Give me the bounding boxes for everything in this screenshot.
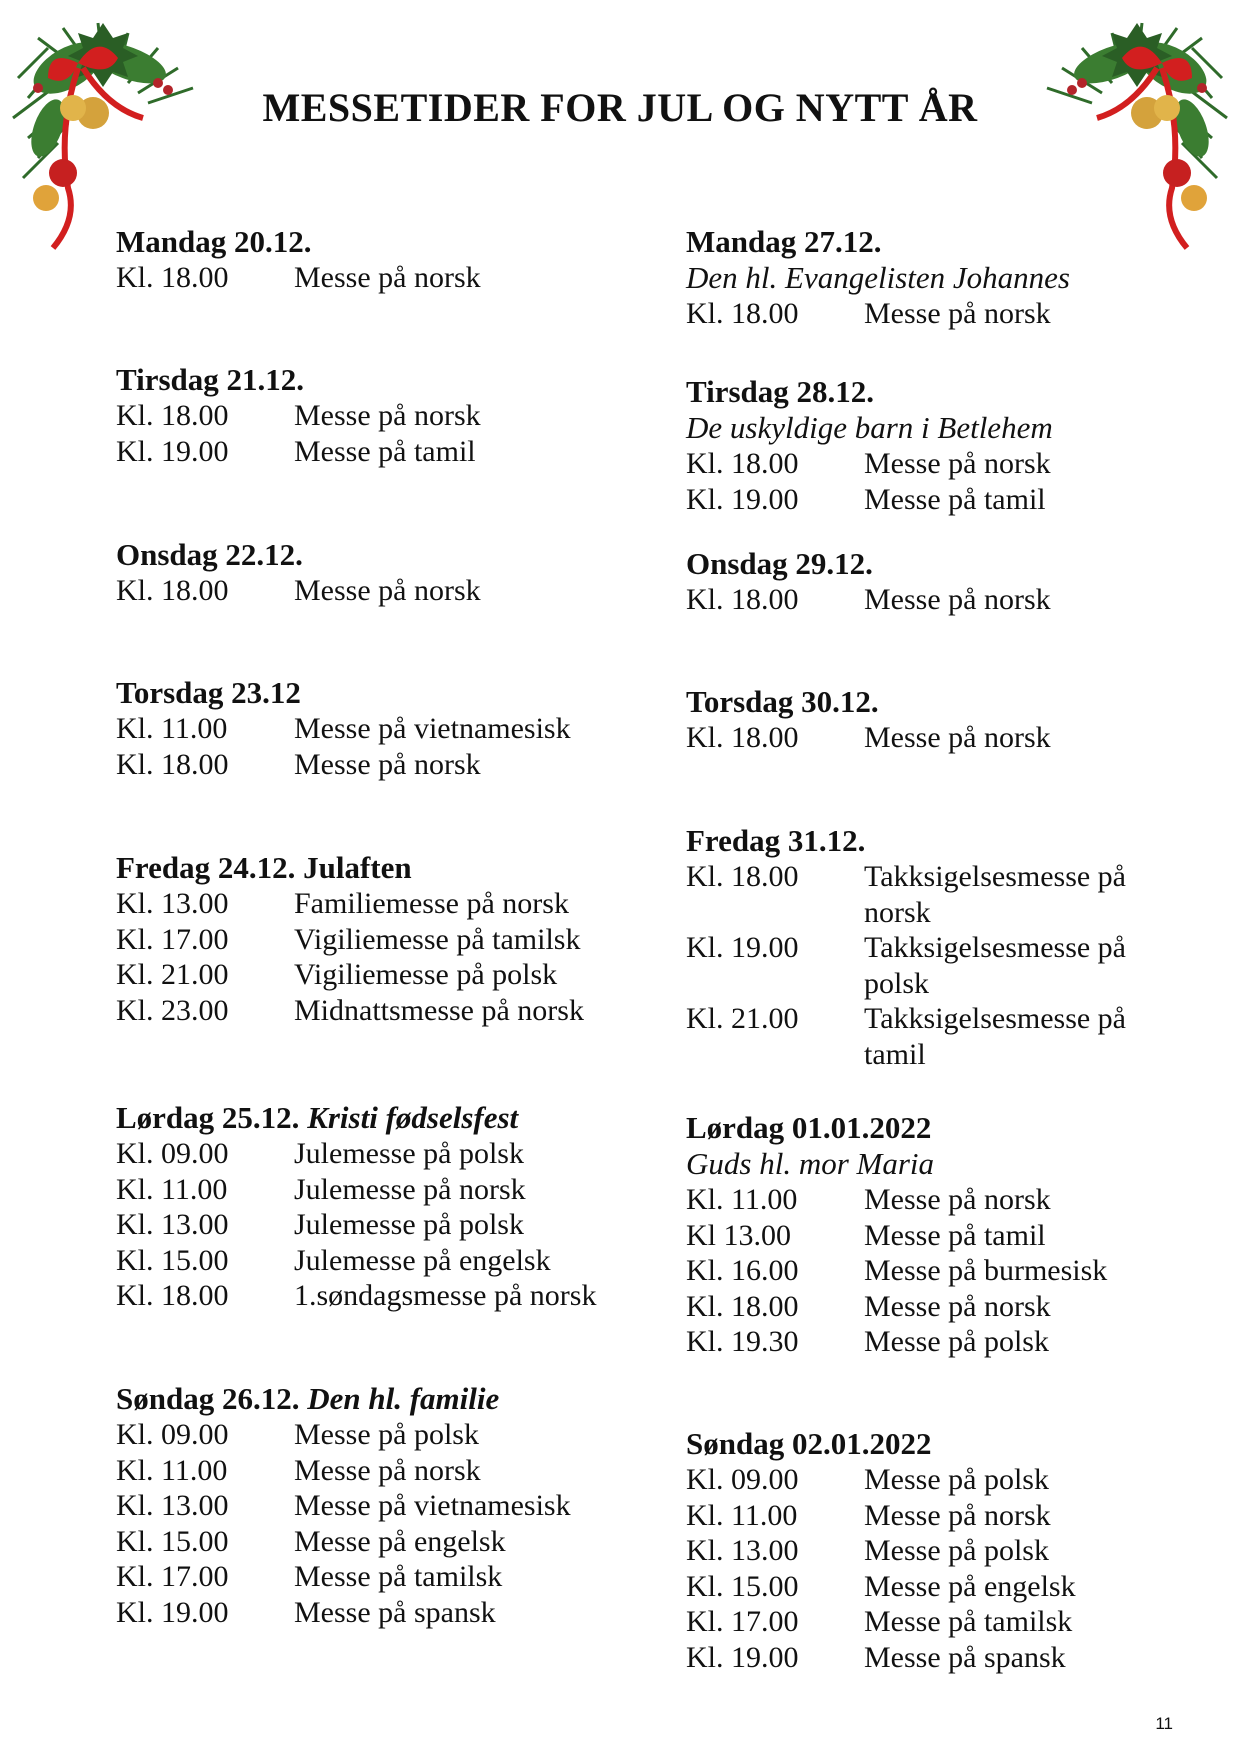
mass-entry: [116, 1524, 636, 1560]
mass-description: Messe på tamil: [294, 434, 476, 468]
mass-description: Messe på norsk: [294, 399, 481, 432]
mass-entry: [686, 296, 1156, 332]
day-heading: [116, 1381, 636, 1417]
day-date: Mandag 27.12.: [686, 224, 882, 259]
mass-description: Julemesse på norsk: [294, 1172, 526, 1206]
feast-name: Den hl. familie: [307, 1381, 500, 1416]
day-block: [116, 1100, 636, 1314]
day-heading: [686, 546, 1156, 582]
mass-time: Kl. 17.00: [116, 1560, 229, 1593]
day-date: Lørdag 25.12.: [116, 1100, 308, 1135]
day-heading: [686, 374, 1156, 410]
day-date: Søndag 26.12.: [116, 1381, 308, 1416]
day-heading: [116, 675, 636, 711]
mass-time: Kl. 09.00: [116, 1137, 229, 1170]
mass-description: Messe på norsk: [294, 261, 481, 294]
mass-description: Messe på burmesisk: [864, 1254, 1108, 1287]
mass-entry: [686, 859, 1156, 930]
day-date: Torsdag 30.12.: [686, 684, 879, 719]
mass-description: Takksigelsesmesse på polsk: [864, 931, 1127, 1000]
mass-description: Vigiliemesse på tamilsk: [294, 922, 581, 956]
day-heading: [116, 850, 636, 886]
mass-entry: [116, 398, 636, 434]
mass-entry: [116, 993, 636, 1029]
day-date: Tirsdag 28.12.: [686, 374, 875, 409]
day-block: [686, 546, 1156, 618]
day-heading: [686, 684, 1156, 720]
mass-entry: [116, 1559, 636, 1595]
mass-time: Kl. 11.00: [116, 712, 228, 745]
page-title: MESSETIDER FOR JUL OG NYTT ÅR: [262, 85, 978, 130]
day-date: Lørdag 01.01.2022: [686, 1110, 932, 1145]
mass-description: Messe på norsk: [294, 747, 481, 781]
mass-entry: [686, 582, 1156, 618]
day-heading: [116, 537, 636, 573]
mass-entry: [116, 1595, 636, 1631]
mass-time: Kl. 19.00: [686, 482, 799, 516]
mass-description: Messe på polsk: [294, 1418, 479, 1451]
mass-entry: [116, 573, 636, 609]
day-block: [686, 1110, 1156, 1360]
mass-time: Kl. 11.00: [116, 1453, 228, 1487]
mass-entry: [686, 482, 1156, 518]
mass-time: Kl. 11.00: [116, 1172, 228, 1206]
mass-description: Takksigelsesmesse på norsk: [864, 860, 1127, 929]
mass-time: Kl. 15.00: [686, 1569, 799, 1603]
mass-description: Messe på vietnamesisk: [294, 1489, 571, 1522]
mass-time: Kl. 11.00: [686, 1498, 798, 1532]
day-date: Søndag 02.01.2022: [686, 1426, 932, 1461]
day-block: [116, 362, 636, 469]
mass-time: Kl. 11.00: [686, 1183, 798, 1216]
mass-description: Julemesse på polsk: [294, 1137, 524, 1170]
mass-description: Messe på tamilsk: [864, 1605, 1073, 1638]
mass-time: Kl. 18.00: [116, 747, 229, 781]
mass-description: Messe på engelsk: [864, 1569, 1076, 1603]
mass-time: Kl. 15.00: [116, 1243, 229, 1277]
day-block: [686, 823, 1156, 1072]
mass-entry: [686, 1218, 1156, 1254]
feast-name: Kristi fødselsfest: [307, 1100, 519, 1135]
mass-entry: [116, 711, 636, 747]
mass-description: Midnattsmesse på norsk: [294, 993, 584, 1027]
mass-description: Messe på tamil: [864, 1218, 1046, 1252]
mass-time: Kl. 18.00: [116, 261, 229, 294]
mass-description: Messe på norsk: [294, 574, 481, 607]
feast-subtitle: Den hl. Evangelisten Johannes: [686, 260, 1070, 295]
mass-description: Takksigelsesmesse på tamil: [864, 1002, 1127, 1071]
day-heading: [686, 1426, 1156, 1462]
mass-entry: [116, 1136, 636, 1172]
mass-entry: [116, 1417, 636, 1453]
mass-entry: [116, 434, 636, 470]
mass-description: Messe på spansk: [294, 1595, 496, 1629]
mass-description: Vigiliemesse på polsk: [294, 958, 558, 991]
mass-description: Familiemesse på norsk: [294, 887, 569, 920]
day-block: [686, 374, 1156, 517]
day-block: [686, 684, 1156, 756]
mass-time: Kl. 19.00: [116, 1595, 229, 1629]
mass-description: Julemesse på polsk: [294, 1208, 524, 1241]
mass-time: Kl. 23.00: [116, 993, 229, 1027]
mass-description: Messe på norsk: [864, 297, 1051, 330]
mass-time: Kl 13.00: [686, 1218, 791, 1252]
mass-time: Kl. 13.00: [116, 1489, 229, 1522]
mass-entry: [686, 1001, 1156, 1072]
mass-entry: [686, 720, 1156, 756]
day-heading: [686, 823, 1156, 859]
mass-entry: [116, 1243, 636, 1279]
mass-description: Messe på tamil: [864, 482, 1046, 516]
day-block: [116, 850, 636, 1028]
mass-entry: [116, 260, 636, 296]
day-date: Mandag 20.12.: [116, 224, 312, 259]
mass-time: Kl. 18.00: [116, 574, 229, 607]
day-heading: [116, 362, 636, 398]
mass-time: Kl. 19.30: [686, 1325, 799, 1358]
mass-entry: [686, 446, 1156, 482]
day-block: [116, 537, 636, 609]
day-date: Onsdag 22.12.: [116, 537, 303, 572]
feast-subtitle: De uskyldige barn i Betlehem: [686, 410, 1053, 445]
mass-entry: [116, 1488, 636, 1524]
mass-description: Messe på norsk: [864, 1289, 1051, 1323]
mass-time: Kl. 18.00: [686, 447, 799, 480]
mass-time: Kl. 18.00: [686, 583, 799, 616]
mass-time: Kl. 19.00: [116, 434, 229, 468]
mass-description: Julemesse på engelsk: [294, 1243, 551, 1277]
mass-entry: [116, 886, 636, 922]
day-date: Onsdag 29.12.: [686, 546, 873, 581]
mass-entry: [686, 1533, 1156, 1569]
mass-entry: [686, 1324, 1156, 1360]
mass-time: Kl. 16.00: [686, 1254, 799, 1287]
mass-entry: [116, 1453, 636, 1489]
mass-time: Kl. 18.00: [686, 721, 799, 754]
mass-time: Kl. 17.00: [686, 1605, 799, 1638]
mass-entry: [116, 1172, 636, 1208]
mass-description: Messe på spansk: [864, 1640, 1066, 1674]
mass-description: 1.søndagsmesse på norsk: [294, 1279, 597, 1312]
mass-entry: [116, 1207, 636, 1243]
day-block: [686, 224, 1156, 332]
day-block: [116, 1381, 636, 1630]
mass-time: Kl. 19.00: [686, 931, 799, 964]
mass-description: Messe på vietnamesisk: [294, 712, 571, 745]
mass-entry: [116, 1278, 636, 1314]
day-block: [686, 1426, 1156, 1675]
mass-time: Kl. 13.00: [116, 1208, 229, 1241]
mass-time: Kl. 21.00: [116, 958, 229, 991]
mass-description: Messe på norsk: [864, 1183, 1051, 1216]
mass-entry: [686, 1182, 1156, 1218]
mass-entry: [116, 747, 636, 783]
mass-entry: [686, 1462, 1156, 1498]
mass-entry: [686, 1569, 1156, 1605]
mass-description: Messe på polsk: [864, 1463, 1049, 1496]
mass-description: Messe på norsk: [864, 721, 1051, 754]
day-block: [116, 675, 636, 782]
mass-time: Kl. 18.00: [116, 399, 229, 432]
feast-subtitle: Guds hl. mor Maria: [686, 1146, 935, 1181]
mass-time: Kl. 18.00: [686, 860, 799, 893]
day-date: Fredag 31.12.: [686, 823, 866, 858]
mass-description: Messe på engelsk: [294, 1524, 506, 1558]
mass-entry: [686, 1604, 1156, 1640]
mass-time: Kl. 09.00: [116, 1418, 229, 1451]
mass-entry: [686, 1253, 1156, 1289]
mass-time: Kl. 18.00: [116, 1279, 229, 1312]
mass-description: Messe på norsk: [864, 583, 1051, 616]
mass-time: Kl. 21.00: [686, 1002, 799, 1035]
mass-entry: [686, 1289, 1156, 1325]
day-date: Tirsdag 21.12.: [116, 362, 305, 397]
day-heading: [686, 1110, 1156, 1146]
day-heading: [116, 224, 636, 260]
mass-entry: [686, 930, 1156, 1001]
mass-time: Kl. 17.00: [116, 922, 229, 956]
mass-time: Kl. 09.00: [686, 1463, 799, 1496]
mass-time: Kl. 18.00: [686, 297, 799, 330]
mass-description: Messe på polsk: [864, 1325, 1049, 1358]
mass-entry: [116, 922, 636, 958]
day-heading: [116, 1100, 636, 1136]
mass-description: Messe på norsk: [864, 1498, 1051, 1532]
day-date: Torsdag 23.12: [116, 675, 301, 710]
day-date: Fredag 24.12. Julaften: [116, 850, 412, 885]
page-number: 11: [1155, 1714, 1173, 1733]
mass-description: Messe på norsk: [864, 447, 1051, 480]
mass-time: Kl. 15.00: [116, 1524, 229, 1558]
day-block: [116, 224, 636, 296]
day-heading: [686, 224, 1156, 260]
mass-description: Messe på tamilsk: [294, 1560, 503, 1593]
mass-time: Kl. 19.00: [686, 1640, 799, 1674]
mass-time: Kl. 18.00: [686, 1289, 799, 1323]
mass-description: Messe på polsk: [864, 1534, 1049, 1567]
mass-time: Kl. 13.00: [116, 887, 229, 920]
mass-entry: [686, 1498, 1156, 1534]
mass-time: Kl. 13.00: [686, 1534, 799, 1567]
mass-entry: [686, 1640, 1156, 1676]
mass-entry: [116, 957, 636, 993]
mass-description: Messe på norsk: [294, 1453, 481, 1487]
